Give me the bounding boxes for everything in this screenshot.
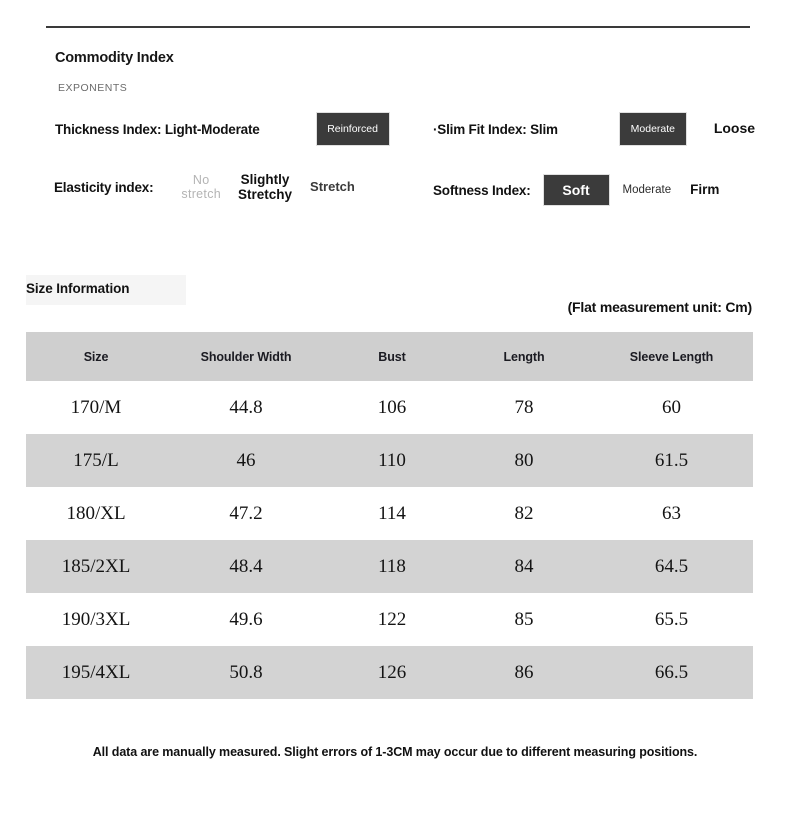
thickness-index-row — [55, 113, 389, 145]
slim-fit-index-row — [433, 113, 755, 145]
cell-sleeve: 61.5 — [590, 434, 753, 487]
cell-size: 180/XL — [26, 487, 166, 540]
cell-sleeve: 65.5 — [590, 593, 753, 646]
cell-length: 78 — [458, 381, 590, 434]
cell-length: 80 — [458, 434, 590, 487]
table-row — [26, 646, 753, 699]
elasticity-option-slightly-line1: Slightly — [240, 172, 290, 187]
column-header-length: Length — [458, 332, 590, 381]
table-header-row — [26, 332, 753, 381]
elasticity-option-no-stretch-line2: stretch — [181, 187, 222, 202]
elasticity-option-stretch[interactable]: Stretch — [310, 178, 355, 194]
header-divider — [46, 26, 750, 28]
column-header-bust: Bust — [326, 332, 458, 381]
table-row — [26, 434, 753, 487]
cell-sleeve: 66.5 — [590, 646, 753, 699]
softness-index-row — [433, 175, 719, 205]
cell-shoulder: 44.8 — [166, 381, 326, 434]
thickness-index-label: Thickness Index: Light-Moderate — [55, 121, 260, 137]
elasticity-option-slightly-stretchy[interactable] — [238, 172, 292, 202]
table-row — [26, 593, 753, 646]
cell-shoulder: 47.2 — [166, 487, 326, 540]
elasticity-option-slightly-line2: Stretchy — [238, 187, 293, 203]
softness-index-label: Softness Index: — [433, 182, 531, 198]
cell-shoulder: 50.8 — [166, 646, 326, 699]
cell-length: 84 — [458, 540, 590, 593]
size-table-body — [26, 381, 753, 699]
cell-shoulder: 46 — [166, 434, 326, 487]
size-table — [26, 332, 753, 699]
cell-bust: 106 — [326, 381, 458, 434]
cell-size: 175/L — [26, 434, 166, 487]
cell-bust: 118 — [326, 540, 458, 593]
cell-bust: 110 — [326, 434, 458, 487]
cell-size: 170/M — [26, 381, 166, 434]
column-header-sleeve-length: Sleeve Length — [590, 332, 753, 381]
table-row — [26, 381, 753, 434]
cell-sleeve: 63 — [590, 487, 753, 540]
cell-length: 86 — [458, 646, 590, 699]
cell-sleeve: 64.5 — [590, 540, 753, 593]
elasticity-index-row — [54, 172, 355, 202]
exponents-label: EXPONENTS — [58, 82, 128, 94]
commodity-index-title: Commodity Index — [55, 50, 174, 66]
cell-bust: 114 — [326, 487, 458, 540]
cell-length: 85 — [458, 593, 590, 646]
elasticity-option-no-stretch-line1: No — [192, 173, 210, 188]
cell-size: 195/4XL — [26, 646, 166, 699]
softness-option-moderate[interactable]: Moderate — [622, 183, 672, 196]
table-row — [26, 540, 753, 593]
slim-fit-option-moderate[interactable]: Moderate — [620, 113, 686, 145]
cell-shoulder: 49.6 — [166, 593, 326, 646]
slim-fit-index-label: ·Slim Fit Index: Slim — [433, 121, 558, 137]
column-header-shoulder-width: Shoulder Width — [166, 332, 326, 381]
cell-size: 185/2XL — [26, 540, 166, 593]
cell-bust: 122 — [326, 593, 458, 646]
flat-measurement-unit-note: (Flat measurement unit: Cm) — [567, 299, 752, 315]
cell-bust: 126 — [326, 646, 458, 699]
column-header-size: Size — [26, 332, 166, 381]
table-row — [26, 487, 753, 540]
measurement-disclaimer: All data are manually measured. Slight errors of 1-3CM may occur due to different measuring positions. — [92, 745, 698, 759]
cell-length: 82 — [458, 487, 590, 540]
cell-size: 190/3XL — [26, 593, 166, 646]
softness-option-soft[interactable]: Soft — [544, 175, 609, 205]
thickness-option-reinforced[interactable]: Reinforced — [317, 113, 389, 145]
elasticity-option-no-stretch[interactable] — [181, 173, 221, 201]
elasticity-index-label: Elasticity index: — [54, 179, 154, 195]
cell-shoulder: 48.4 — [166, 540, 326, 593]
size-information-title: Size Information — [26, 281, 130, 296]
cell-sleeve: 60 — [590, 381, 753, 434]
size-table-header — [26, 332, 753, 381]
softness-option-firm[interactable]: Firm — [690, 182, 720, 198]
slim-fit-option-loose[interactable]: Loose — [713, 120, 756, 137]
